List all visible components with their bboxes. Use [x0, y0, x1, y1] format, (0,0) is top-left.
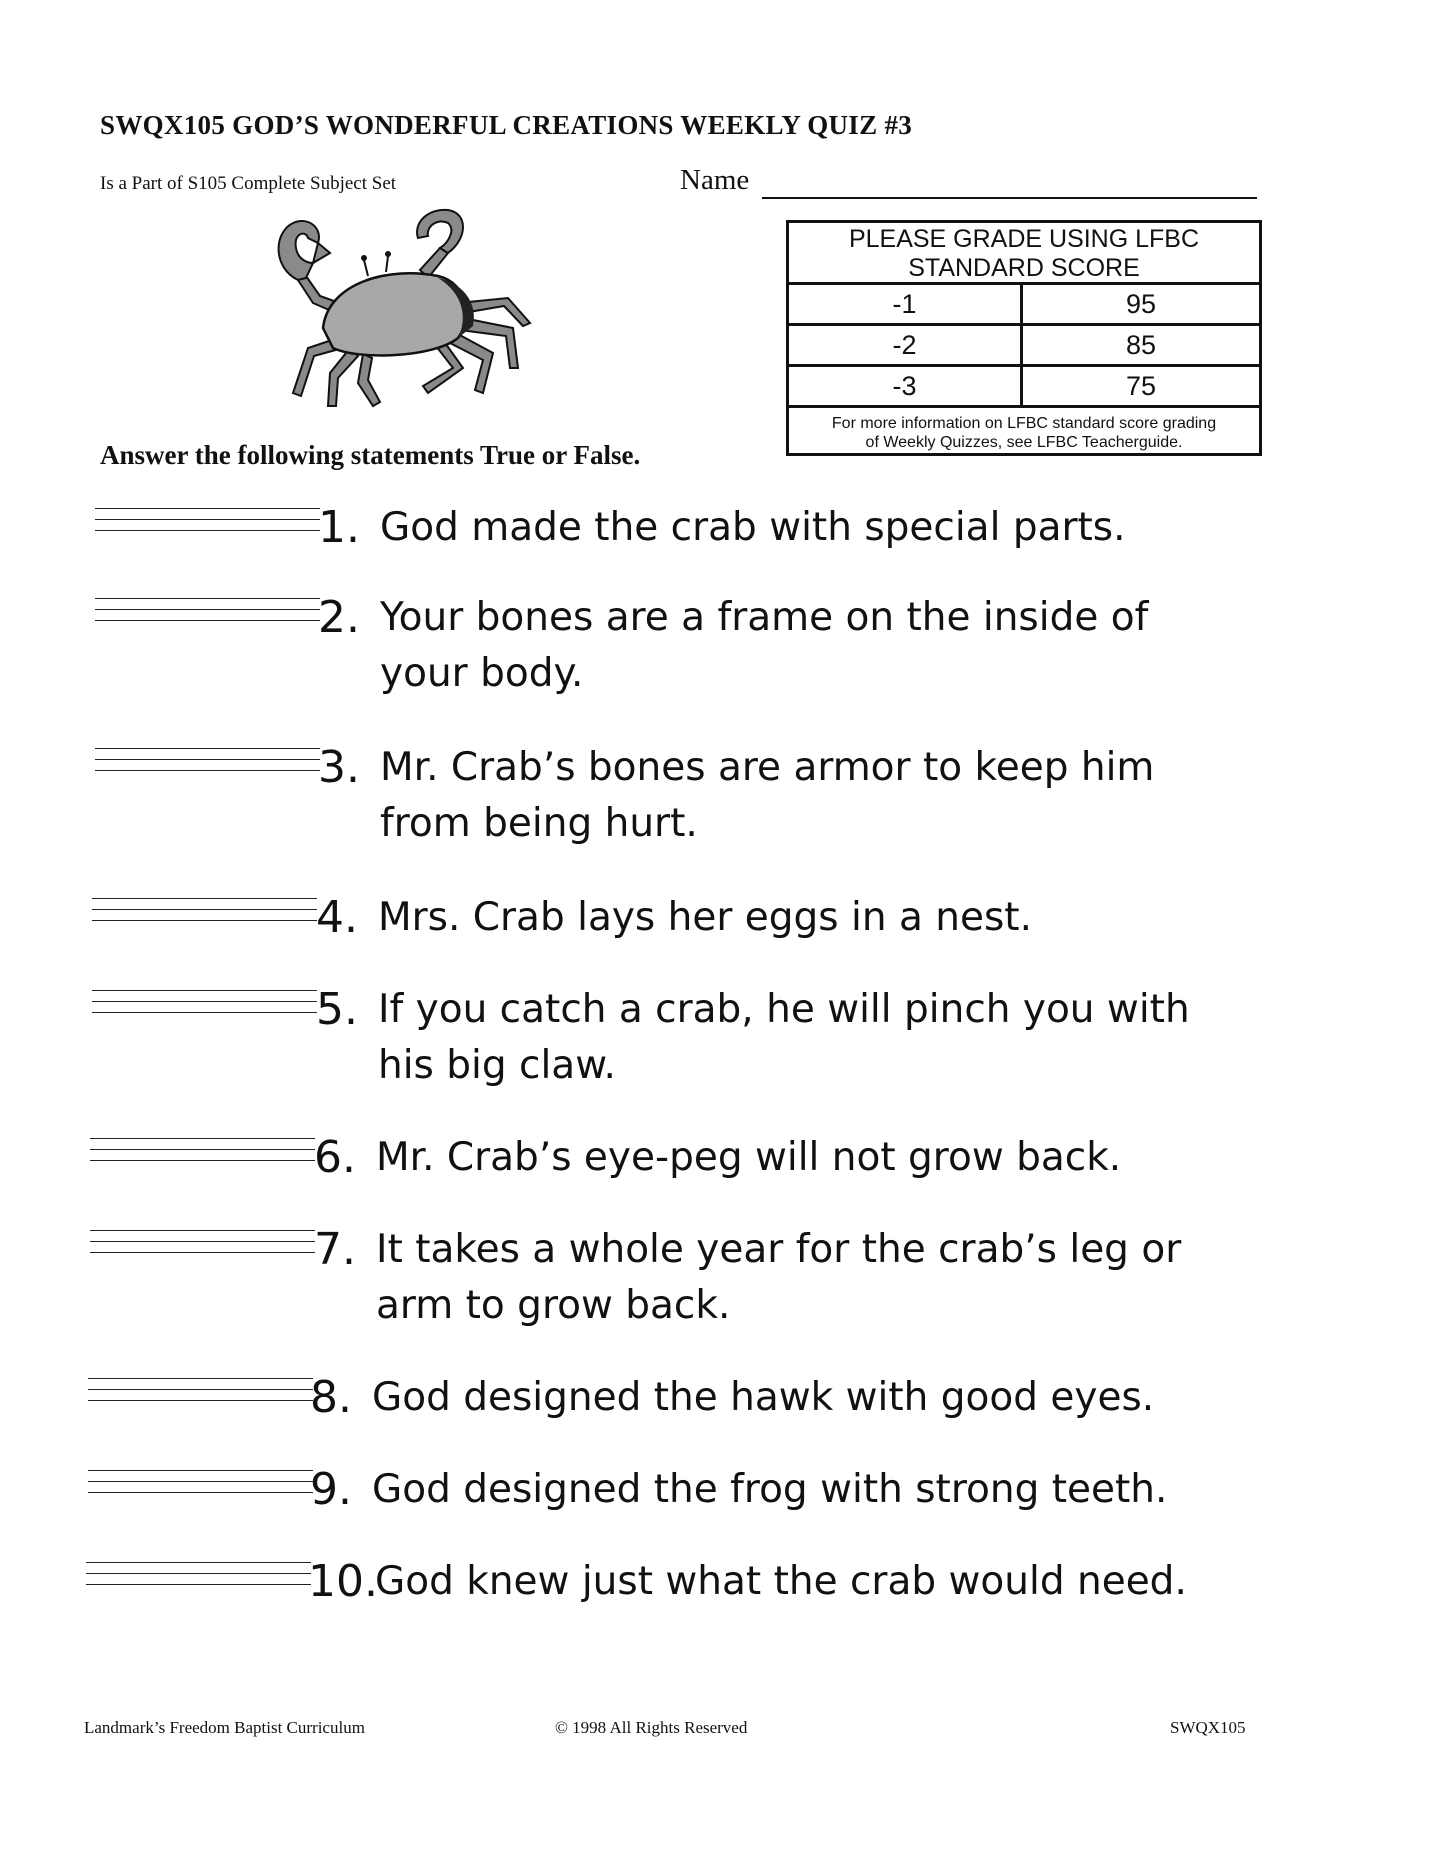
grading-row	[789, 367, 1259, 408]
answer-blank-9[interactable]	[88, 1470, 313, 1506]
quiz-title: SWQX105 GOD’S WONDERFUL CREATIONS WEEKLY QUIZ #3	[100, 110, 913, 140]
score-value: 95	[1125, 289, 1157, 319]
answer-blank-1[interactable]	[95, 508, 320, 544]
answer-blank-4[interactable]	[92, 898, 317, 934]
name-field-line[interactable]	[762, 197, 1257, 199]
footer-copyright: © 1998 All Rights Reserved	[555, 1718, 748, 1737]
question-text-7: It takes a whole year for the crab’s leg or arm to grow back.	[376, 1227, 1182, 1328]
missed-count: -3	[789, 367, 1023, 405]
question-text-6: Mr. Crab’s eye-peg will not grow back.	[376, 1135, 1122, 1180]
name-label: Name	[680, 164, 750, 196]
missed-count: -1	[789, 285, 1023, 323]
question-text-2: Your bones are a frame on the inside of your body.	[380, 595, 1149, 696]
grading-table	[786, 220, 1262, 456]
footer-publisher: Landmark’s Freedom Baptist Curriculum	[84, 1718, 365, 1737]
question-number-10: 10.	[308, 1556, 378, 1607]
answer-blank-7[interactable]	[90, 1230, 315, 1266]
question-text-1: God made the crab with special parts.	[380, 505, 1126, 550]
answer-blank-10[interactable]	[86, 1562, 311, 1598]
crab-illustration	[268, 208, 538, 408]
question-text-10: God knew just what the crab would need.	[375, 1559, 1187, 1604]
question-number-6: 6.	[314, 1132, 356, 1183]
grading-table-heading: PLEASE GRADE USING LFBC STANDARD SCORE	[789, 223, 1259, 285]
question-number-7: 7.	[314, 1224, 356, 1275]
question-number-3: 3.	[318, 742, 360, 793]
footer-code: SWQX105	[1170, 1718, 1246, 1737]
missed-count: -2	[789, 326, 1023, 364]
question-number-9: 9.	[310, 1464, 352, 1515]
question-text-5: If you catch a crab, he will pinch you with his big claw.	[378, 987, 1190, 1088]
grading-note: For more information on LFBC standard score grading of Weekly Quizzes, see LFBC Teacherguide.	[831, 415, 1217, 451]
question-text-9: God designed the frog with strong teeth.	[372, 1467, 1168, 1512]
answer-blank-3[interactable]	[95, 748, 320, 784]
subject-set-note: Is a Part of S105 Complete Subject Set	[100, 173, 397, 194]
instructions: Answer the following statements True or False.	[100, 440, 641, 470]
grading-row	[789, 285, 1259, 326]
question-number-8: 8.	[310, 1372, 352, 1423]
question-number-1: 1.	[318, 502, 360, 553]
question-text-4: Mrs. Crab lays her eggs in a nest.	[378, 895, 1032, 940]
answer-blank-2[interactable]	[95, 598, 320, 634]
question-text-8: God designed the hawk with good eyes.	[372, 1375, 1155, 1420]
answer-blank-6[interactable]	[90, 1138, 315, 1174]
question-number-2: 2.	[318, 592, 360, 643]
grading-row	[789, 326, 1259, 367]
question-number-4: 4.	[316, 892, 358, 943]
score-value: 85	[1125, 330, 1157, 360]
answer-blank-5[interactable]	[92, 990, 317, 1026]
question-number-5: 5.	[316, 984, 358, 1035]
answer-blank-8[interactable]	[88, 1378, 313, 1414]
question-text-3: Mr. Crab’s bones are armor to keep him from being hurt.	[380, 745, 1155, 846]
score-value: 75	[1125, 371, 1157, 401]
